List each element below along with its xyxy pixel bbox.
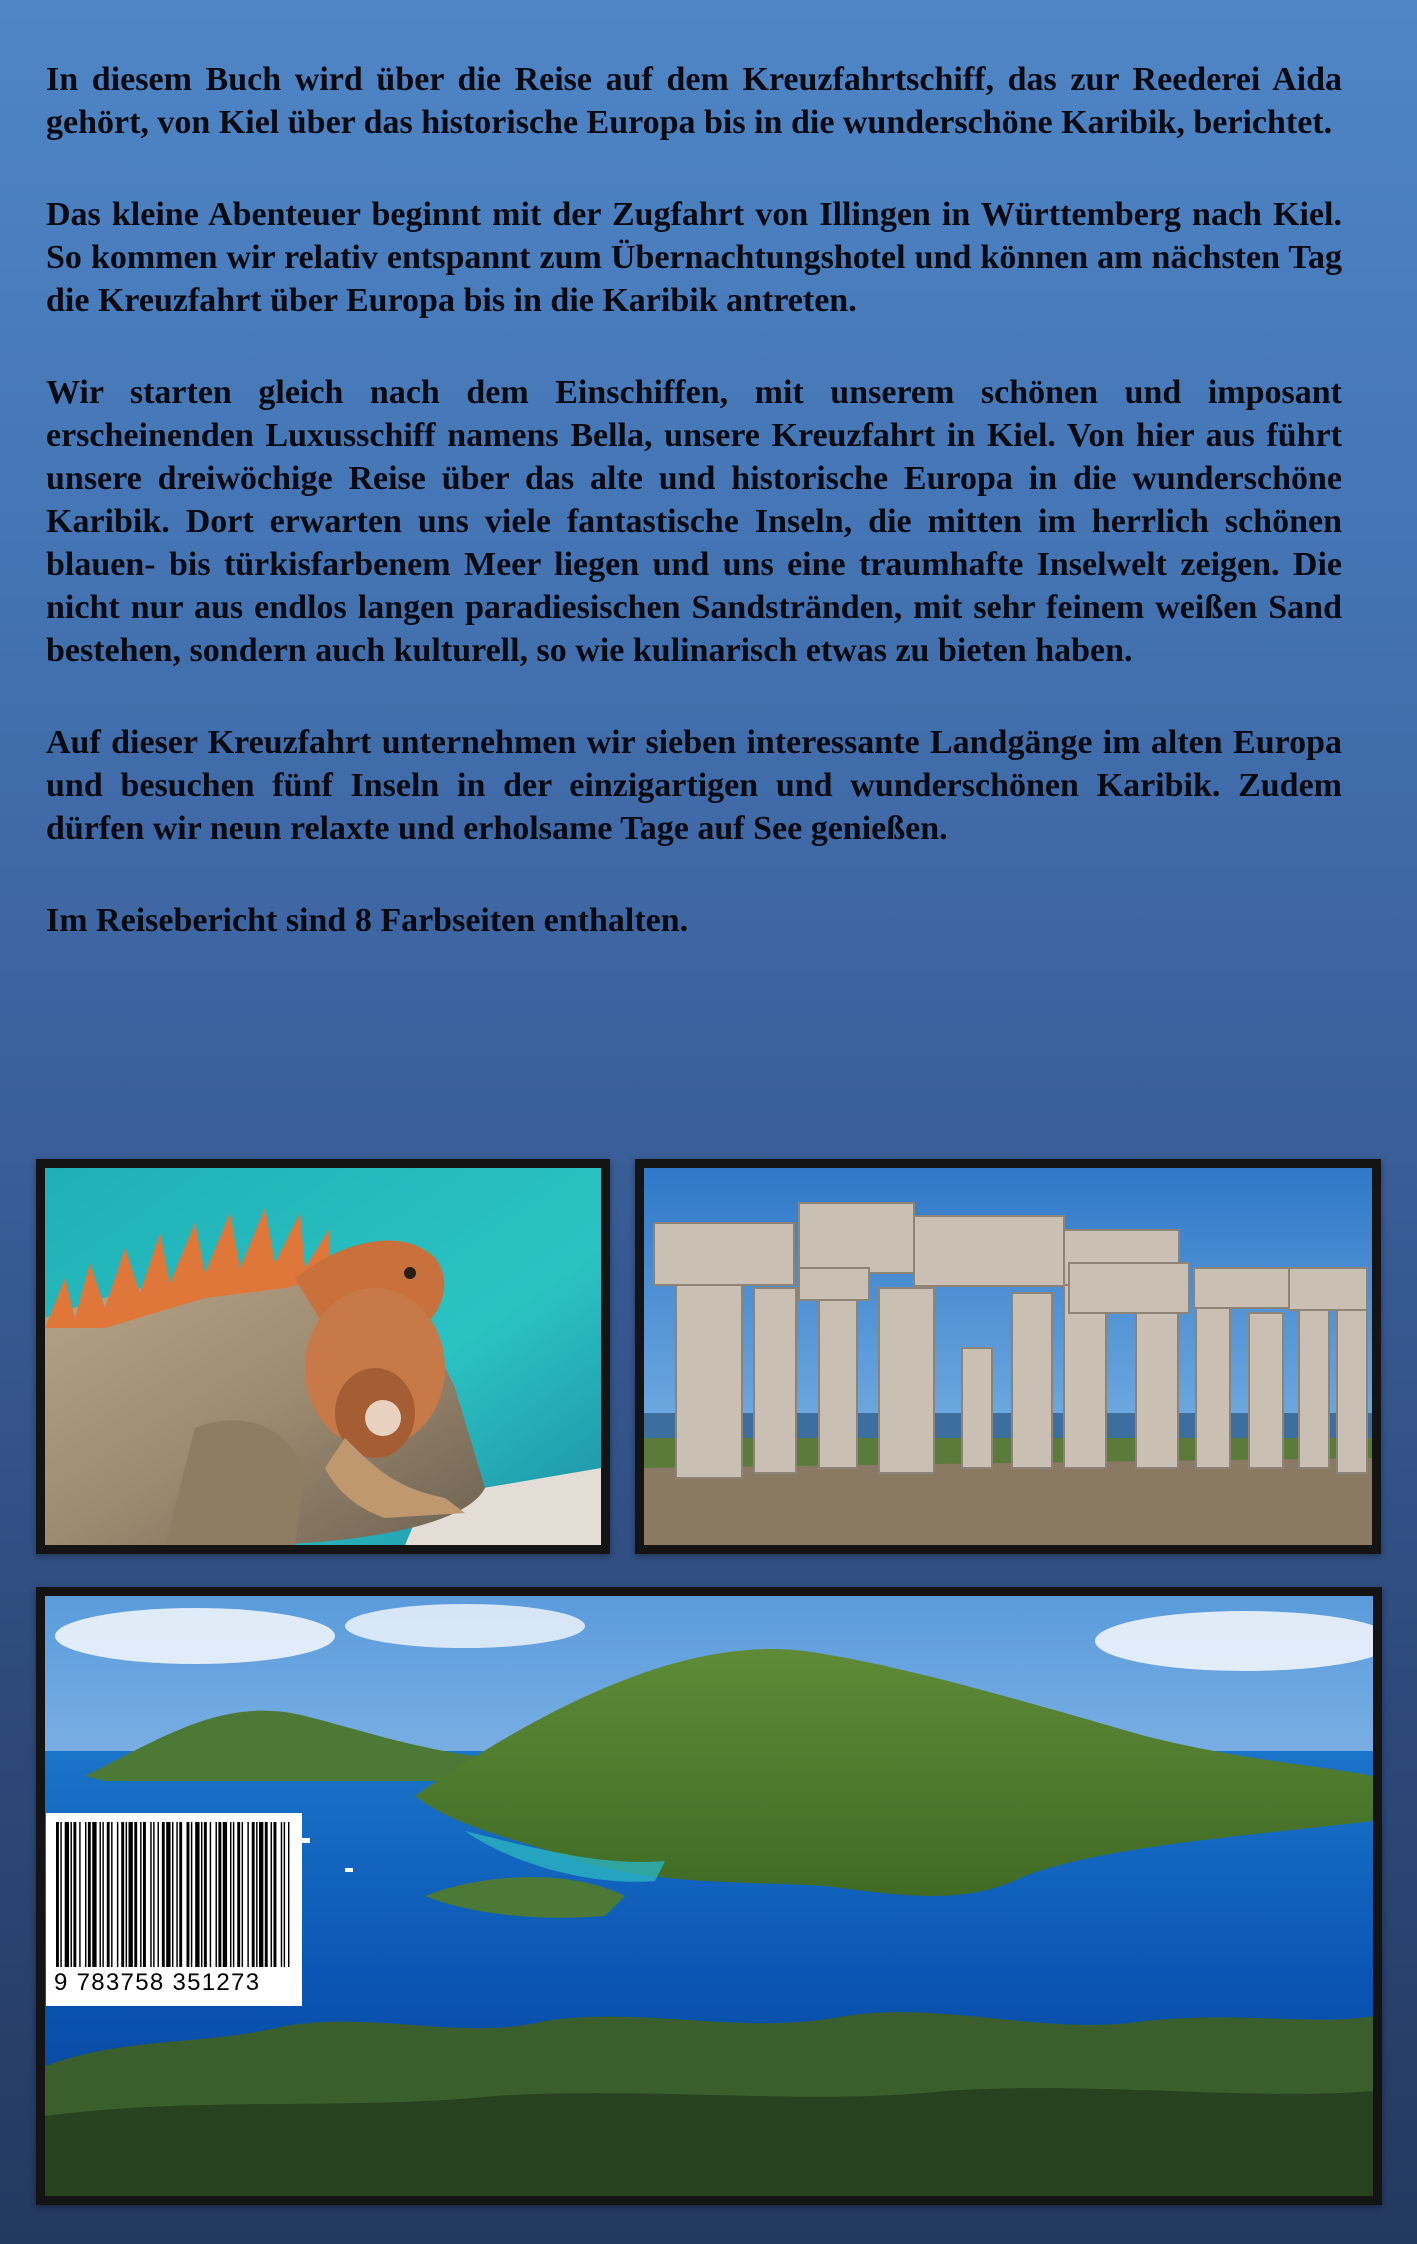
stone-monument-photo bbox=[635, 1159, 1381, 1554]
paragraph-excursions: Auf dieser Kreuzfahrt unternehmen wir sieben interessante Landgänge im alten Europa und besuchen fünf Inseln in der einzigartigen und wunderschönen Karibik. Zudem dürfen wir neun relaxte und erholsame Tage auf See genießen. bbox=[46, 724, 1342, 847]
blurb-text bbox=[46, 58, 1342, 991]
barcode-bars bbox=[54, 1822, 294, 1967]
iguana-photo bbox=[36, 1159, 610, 1554]
paragraph-cruise-start: Wir starten gleich nach dem Einschiffen, mit unserem schönen und imposant erscheinenden Luxusschiff namens Bella, unsere Kreuzfahrt in Kiel. Von hier aus führt unsere dreiwöchige Reise über das alte und historische Europa in die wunderschöne Karibik. Dort erwarten uns viele fantastische Inseln, die mitten im herrlich schönen blauen- bis türkisfarbenem Meer liegen und uns eine traumhafte Inselwelt zeigen. Die nicht nur aus endlos langen paradiesischen Sandstränden, mit sehr feinem weißen Sand bestehen, sondern auch kulturell, so wie kulinarisch etwas zu bieten haben. bbox=[46, 374, 1342, 669]
isbn-number: 9 783758 351273 bbox=[54, 1969, 261, 1996]
paragraph-train-journey: Das kleine Abenteuer beginnt mit der Zugfahrt von Illingen in Württemberg nach Kiel. So kommen wir relativ entspannt zum Übernachtungshotel und können am nächsten Tag die Kreuzfahrt über Europa bis in die Karibik antreten. bbox=[46, 196, 1342, 319]
paragraph-color-pages: Im Reisebericht sind 8 Farbseiten enthalten. bbox=[46, 902, 689, 939]
isbn-barcode bbox=[46, 1813, 302, 2006]
paragraph-intro: In diesem Buch wird über die Reise auf dem Kreuzfahrtschiff, das zur Reederei Aida gehört, von Kiel über das historische Europa bis in die wunderschöne Karibik, berichtet. bbox=[46, 61, 1342, 141]
